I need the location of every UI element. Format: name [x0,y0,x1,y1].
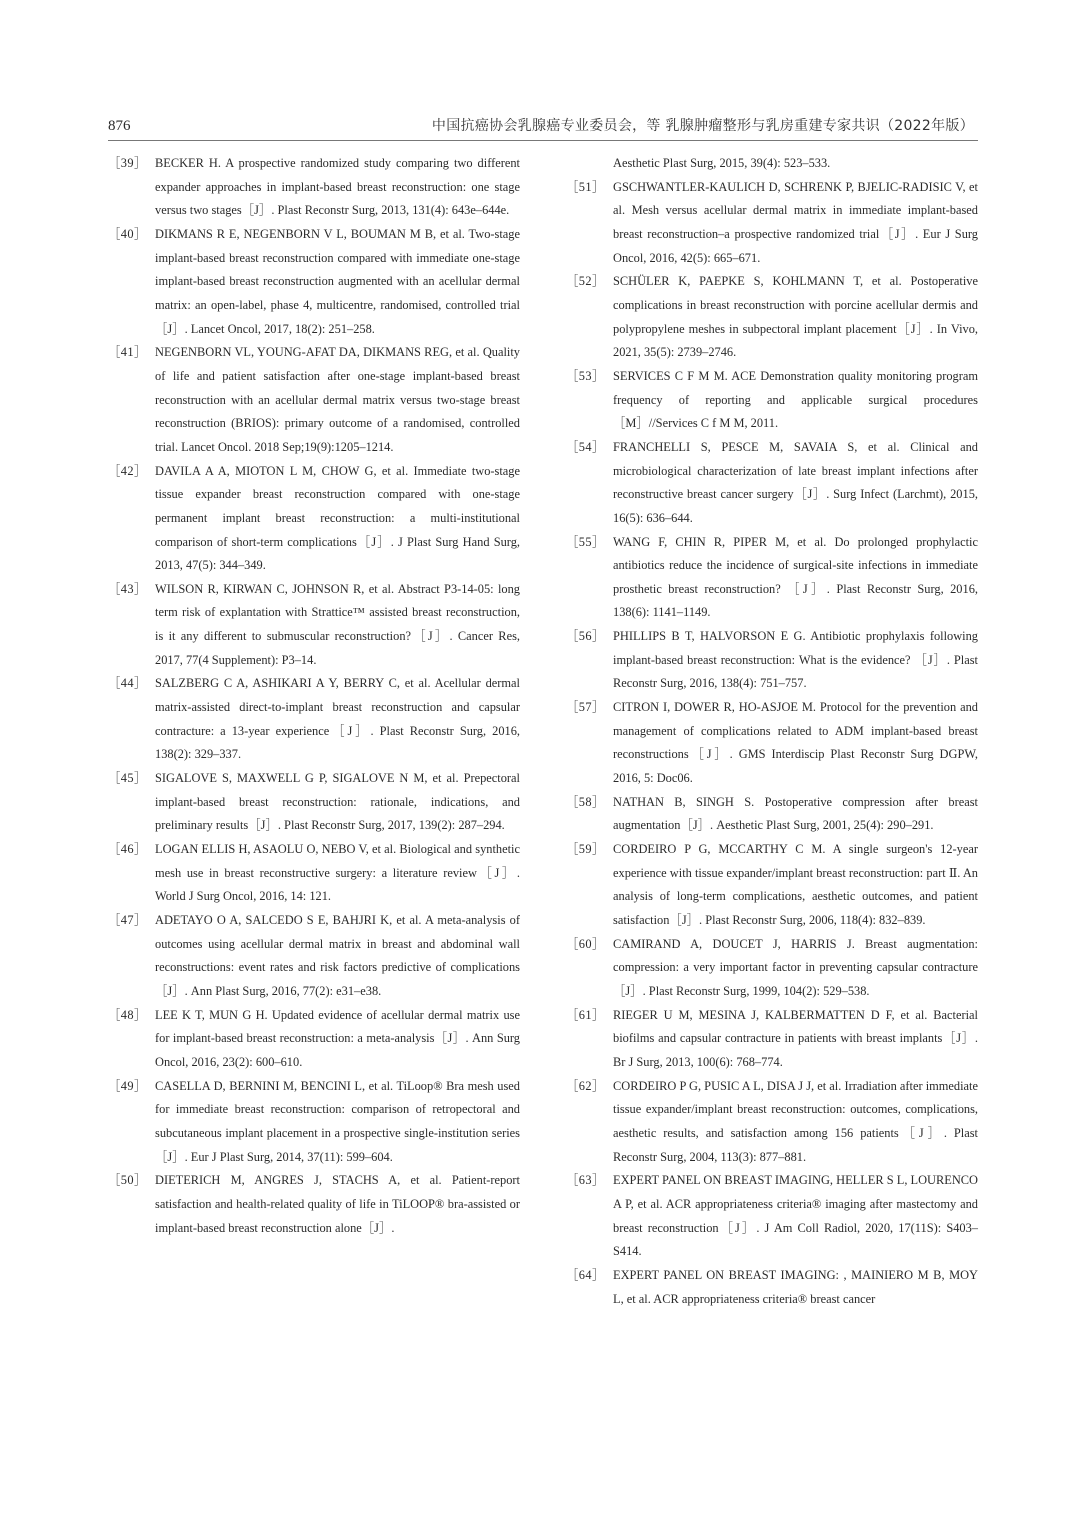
reference-entry [108,838,520,909]
reference-entry [108,1075,520,1170]
reference-number: ［60］ [566,936,605,951]
reference-text: GSCHWANTLER-KAULICH D, SCHRENK P, BJELIC-RADISIC V, et al. Mesh versus acellular dermal matrix in immediate implant-based breast reconstruction–a prospective randomized trial［J］. Eur J Surg Oncol, 2016, 42(5): 665–671. [613,179,978,265]
reference-entry [108,341,520,459]
reference-entry [566,436,978,531]
reference-entry [108,767,520,838]
reference-text: DIKMANS R E, NEGENBORN V L, BOUMAN M B, et al. Two-stage implant-based breast reconstruction compared with immediate one-stage implant-based breast reconstruction augmented with an acellular dermal matrix: an open-label, phase 4, multicentre, randomised, controlled trial［J］. Lancet Oncol, 2017, 18(2): 251–258. [155,226,520,336]
reference-entry [108,1004,520,1075]
reference-entry [108,1169,520,1240]
reference-text: RIEGER U M, MESINA J, KALBERMATTEN D F, et al. Bacterial biofilms and capsular contracture in patients with breast implants［J］. Br J Surg, 2013, 100(6): 768–774. [613,1007,978,1069]
reference-text: SALZBERG C A, ASHIKARI A Y, BERRY C, et al. Acellular dermal matrix-assisted direct-to-implant breast reconstruction and capsular contracture: a 13-year experience［J］. Plast Reconstr Surg, 2016, 138(2): 329–337. [155,676,520,762]
reference-entry [108,460,520,578]
reference-entry [108,672,520,767]
reference-number: ［64］ [566,1267,605,1282]
reference-number: ［56］ [566,629,605,644]
reference-number: ［63］ [566,1173,605,1188]
reference-text: SIGALOVE S, MAXWELL G P, SIGALOVE N M, et al. Prepectoral implant-based breast reconstruction: rationale, indications, and preliminary results［J］. Plast Reconstr Surg, 2017, 139(2): 287–294. [155,771,520,833]
reference-entry [566,176,978,271]
reference-number: ［46］ [108,842,147,857]
reference-text: WILSON R, KIRWAN C, JOHNSON R, et al. Abstract P3-14-05: long term risk of explantation with Strattice™ assisted breast reconstruction, is it any different to submuscular reconstruction?［J］. Cancer Res, 2017, 77(4 Supplement): P3–14. [155,581,520,667]
reference-entry [566,791,978,838]
reference-number: ［44］ [108,676,147,691]
reference-text: CAMIRAND A, DOUCET J, HARRIS J. Breast augmentation: compression: a very important factor in preventing capsular contracture［J］. Plast Reconstr Surg, 1999, 104(2): 529–538. [613,936,978,998]
reference-number: ［52］ [566,274,605,289]
reference-text: WANG F, CHIN R, PIPER M, et al. Do prolonged prophylactic antibiotics reduce the incidence of surgical-site infections in immediate prosthetic breast reconstruction? ［J］. Plast Reconstr Surg, 2016, 138(6): 1141–1149. [613,534,978,620]
reference-text: CITRON I, DOWER R, HO-ASJOE M. Protocol for the prevention and management of complications related to ADM implant-based breast reconstructions［J］. GMS Interdiscip Plast Reconstr Surg DGPW, 2016, 5: Doc06. [613,700,978,786]
references-column-right [566,152,978,1311]
reference-entry [566,365,978,436]
reference-number: ［43］ [108,581,147,596]
reference-text: CORDEIRO P G, PUSIC A L, DISA J J, et al. Irradiation after immediate tissue expander/implant breast reconstruction: outcomes, complications, aesthetic results, and satisfaction among 156 patients［J］. Plast Reconstr Surg, 2004, 113(3): 877–881. [613,1078,978,1164]
reference-text: ADETAYO O A, SALCEDO S E, BAHJRI K, et al. A meta-analysis of outcomes using acellular dermal matrix in breast and abdominal wall reconstructions: event rates and risk factors predictive of complications［J］. Ann Plast Surg, 2016, 77(2): e31–e38. [155,913,520,998]
reference-text: FRANCHELLI S, PESCE M, SAVAIA S, et al. Clinical and microbiological characterization of late breast implant infections after reconstructive breast cancer surgery［J］. Surg Infect (Larchmt), 2015, 16(5): 636–644. [613,439,978,525]
reference-text: DAVILA A A, MIOTON L M, CHOW G, et al. Immediate two-stage tissue expander breast reconstruction compared with one-stage permanent implant breast reconstruction: a multi-institutional comparison of short-term complications［J］. J Plast Surg Hand Surg, 2013, 47(5): 344–349. [155,463,520,573]
reference-entry [566,531,978,626]
reference-text: DIETERICH M, ANGRES J, STACHS A, et al. Patient-report satisfaction and health-related quality of life in TiLOOP® bra-assisted or implant-based breast reconstruction alone［J］. [155,1173,520,1235]
reference-number: ［39］ [108,156,147,170]
reference-text: NEGENBORN VL, YOUNG-AFAT DA, DIKMANS REG, et al. Quality of life and patient satisfaction after one-stage implant-based breast reconstruction with an acellular dermal matrix versus two-stage breast reconstruction (BRIOS): primary outcome of a randomised, controlled trial. Lancet Oncol. 2018 Sep;19(9):1205–1214. [155,345,520,454]
reference-number: ［59］ [566,842,605,857]
reference-number: ［54］ [566,439,605,454]
reference-number: ［40］ [108,226,147,241]
reference-entry [566,696,978,791]
reference-entry [566,838,978,933]
reference-number: ［41］ [108,345,147,360]
reference-text: SERVICES C F M M. ACE Demonstration quality monitoring program frequency of reporting and applicable surgical procedures［M］//Services C f M M, 2011. [613,368,978,431]
reference-number: ［50］ [108,1173,147,1188]
reference-entry [566,625,978,696]
reference-number: ［55］ [566,534,605,549]
reference-text: CORDEIRO P G, MCCARTHY C M. A single surgeon's 12-year experience with tissue expander/implant breast reconstruction: part Ⅱ. An analysis of long-term complications, aesthetic outcomes, and patient satisfaction［J］. Plast Reconstr Surg, 2006, 118(4): 832–839. [613,842,978,927]
reference-entry [108,909,520,1004]
reference-text: LEE K T, MUN G H. Updated evidence of acellular dermal matrix use for implant-based breast reconstruction: a meta-analysis［J］. Ann Surg Oncol, 2016, 23(2): 600–610. [155,1007,520,1069]
reference-text: NATHAN B, SINGH S. Postoperative compression after breast augmentation［J］. Aesthetic Plast Surg, 2001, 25(4): 290–291. [613,794,978,833]
reference-entry [566,270,978,365]
reference-text: LOGAN ELLIS H, ASAOLU O, NEBO V, et al. Biological and synthetic mesh use in breast reconstructive surgery: a literature review［J］. World J Surg Oncol, 2016, 14: 121. [155,842,520,904]
page-header [108,116,978,141]
reference-number: ［47］ [108,913,147,927]
reference-entry [566,1004,978,1075]
reference-entry [566,152,978,176]
reference-text: CASELLA D, BERNINI M, BENCINI L, et al. TiLoop® Bra mesh used for immediate breast reconstruction: comparison of retropectoral and subcutaneous implant placement in a prospective single-institution series［J］. Eur J Plast Surg, 2014, 37(11): 599–604. [155,1078,520,1164]
reference-text: BECKER H. A prospective randomized study comparing two different expander approaches in implant-based breast reconstruction: one stage versus two stages［J］. Plast Reconstr Surg, 2013, 131(4): 643e–644e. [155,156,520,218]
reference-entry [566,933,978,1004]
reference-text: PHILLIPS B T, HALVORSON E G. Antibiotic prophylaxis following implant-based breast reconstruction: What is the evidence? ［J］. Plast Reconstr Surg, 2016, 138(4): 751–757. [613,629,978,691]
reference-entry [566,1169,978,1264]
reference-entry [108,152,520,223]
reference-text: Aesthetic Plast Surg, 2015, 39(4): 523–533. [613,156,831,170]
reference-number: ［62］ [566,1078,605,1093]
reference-number: ［42］ [108,463,147,478]
running-title: 中国抗癌协会乳腺癌专业委员会，等 乳腺肿瘤整形与乳房重建专家共识（2022年版） [431,118,974,134]
reference-text: SCHÜLER K, PAEPKE S, KOHLMANN T, et al. Postoperative complications in breast reconstruction with porcine acellular dermis and polypropylene meshes in subpectoral implant placement［J］. In Vivo, 2021, 35(5): 2739–2746. [613,274,978,360]
reference-text: EXPERT PANEL ON BREAST IMAGING: , MAINIERO M B, MOY L, et al. ACR appropriateness criteria® breast cancer [613,1267,978,1306]
reference-entry [108,578,520,673]
page-number: 876 [108,118,131,134]
reference-number: ［45］ [108,771,147,786]
reference-number: ［49］ [108,1078,147,1093]
reference-number: ［61］ [566,1007,605,1022]
reference-entry [108,223,520,341]
reference-entry [566,1264,978,1311]
reference-number: ［53］ [566,368,605,383]
reference-number: ［58］ [566,794,605,809]
reference-number: ［51］ [566,179,605,194]
reference-number: ［57］ [566,700,605,715]
references-column-left [108,152,520,1240]
reference-number: ［48］ [108,1007,147,1022]
reference-entry [566,1075,978,1170]
reference-text: EXPERT PANEL ON BREAST IMAGING, HELLER S L, LOURENCO A P, et al. ACR appropriateness criteria® imaging after mastectomy and breast reconstruction［J］. J Am Coll Radiol, 2020, 17(11S): S403–S414. [613,1173,978,1259]
